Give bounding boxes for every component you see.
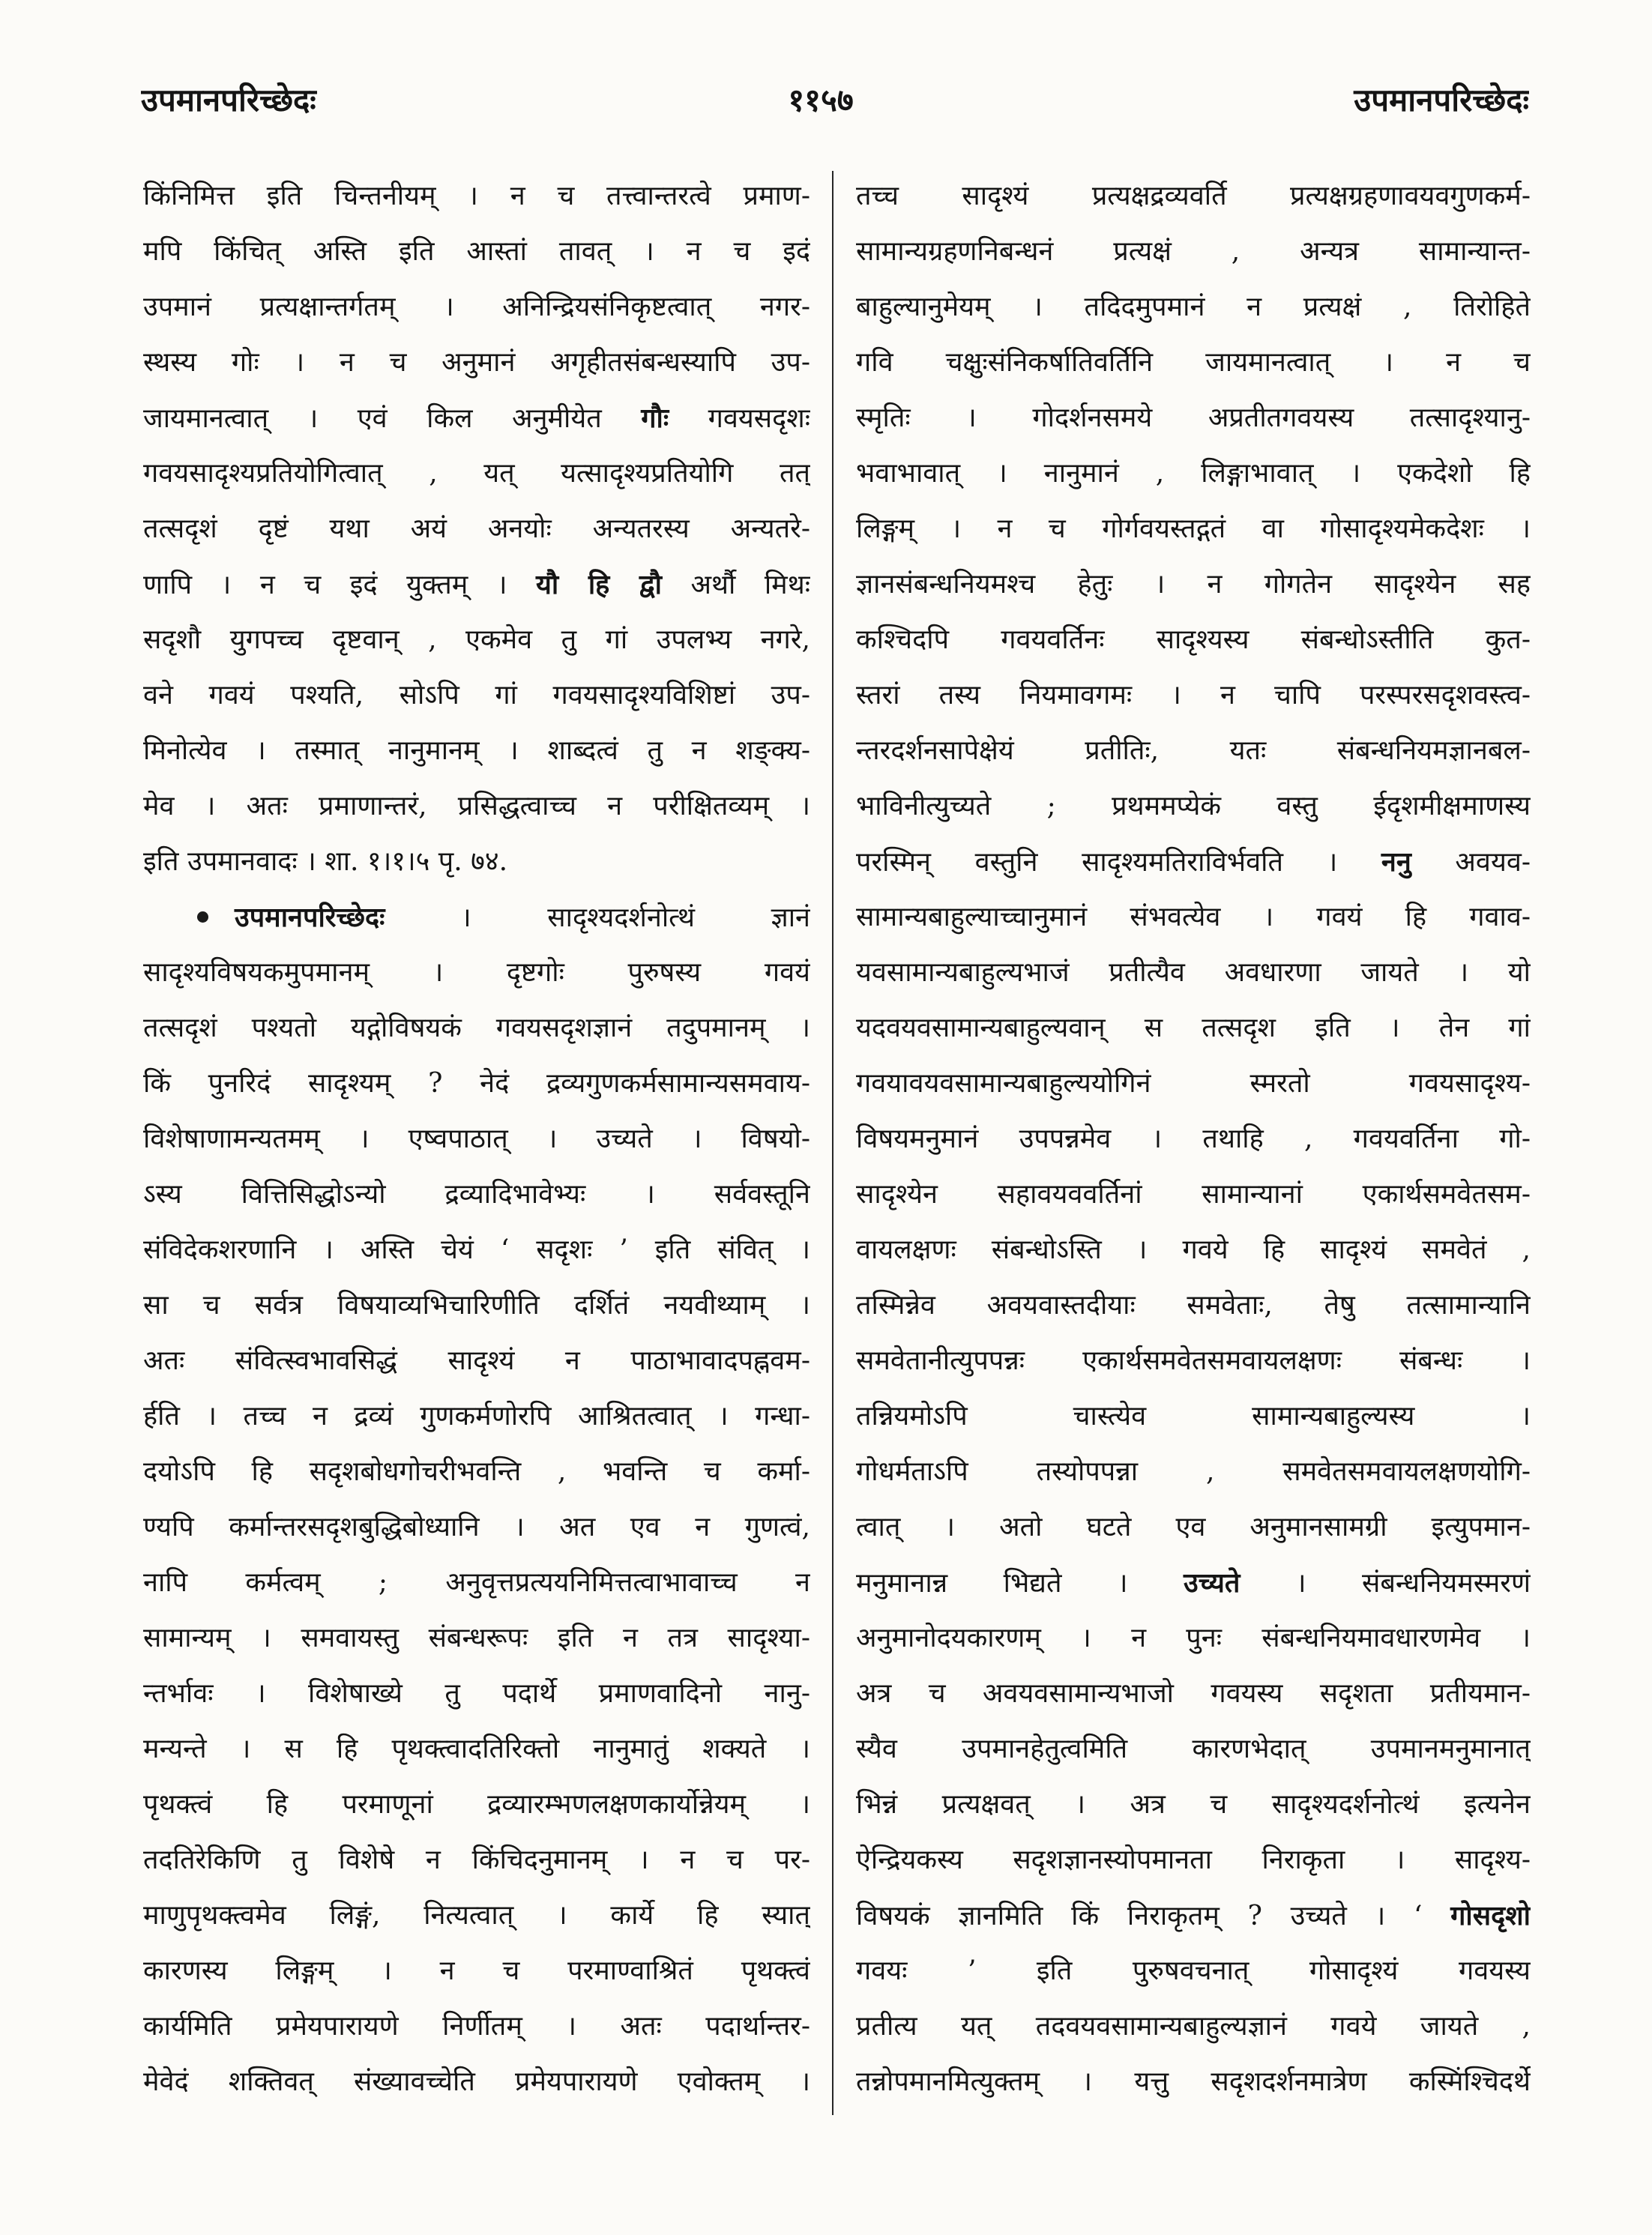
text-line: [856, 1555, 1531, 1611]
column-divider: [832, 171, 833, 2115]
running-header-left: उपमानपरिच्छेदः: [141, 82, 316, 118]
text-line: [856, 557, 1531, 612]
text-segment: तच्च सादृश्यं प्रत्यक्षद्रव्यवर्ति प्रत्यक्षग्रहणावयवगुणकर्म-: [856, 181, 1531, 211]
text-segment: गवयसादृश्यप्रतियोगित्वात् , यत् यत्सादृश्यप्रतियोगि तत्: [143, 458, 810, 489]
text-segment: गवयः ’ इति पुरुषवचनात् गोसादृश्यं गवयस्य: [856, 1955, 1531, 1986]
text-line: [143, 1833, 810, 1888]
text-line: [143, 446, 810, 501]
emphasis-text: गौः: [641, 402, 669, 434]
text-line: [143, 668, 810, 723]
text-segment: नापि कर्मत्वम् ; अनुवृत्तप्रत्ययनिमित्तत्वाभावाच्च न: [143, 1567, 810, 1598]
text-segment: गवि चक्षुःसंनिकर्षातिवर्तिनि जायमानत्वात् । न च: [856, 347, 1531, 378]
text-line: [143, 1167, 810, 1222]
text-segment: वायलक्षणः संबन्धोऽस्ति । गवये हि सादृश्यं समवेतं ,: [856, 1234, 1531, 1265]
text-line: [856, 890, 1531, 945]
text-segment: ज्ञानसंबन्धनियमश्च हेतुः । न गोगतेन सादृश्येन सह: [856, 569, 1531, 600]
text-line: [856, 1943, 1531, 1999]
text-segment: विशेषाणामन्यतमम् । एष्वपाठात् । उच्यते । विषयो-: [143, 1123, 810, 1154]
text-line: [143, 1112, 810, 1167]
page-number: ११५७: [788, 82, 854, 118]
text-line: [856, 1001, 1531, 1056]
text-segment: न्तर्भावः । विशेषाख्ये तु पदार्थे प्रमाणवादिनो नानु-: [143, 1678, 810, 1709]
text-line: [856, 1333, 1531, 1389]
text-segment: अतः संवित्स्वभावसिद्धं सादृश्यं न पाठाभावादपह्नवम-: [143, 1345, 810, 1376]
text-segment: स्तरां तस्य नियमावगमः । न चापि परस्परसदृशवस्त्व-: [856, 680, 1531, 711]
text-line: [856, 945, 1531, 1001]
text-segment: । सादृश्यदर्शनोत्थं ज्ञानं: [385, 902, 810, 933]
text-segment: ऽस्य वित्तिसिद्धोऽन्यो द्रव्यादिभावेभ्यः । सर्ववस्तूनि: [143, 1179, 810, 1210]
text-line: [143, 1888, 810, 1943]
text-segment: अर्थौ मिथः: [661, 570, 810, 600]
text-segment: समवेतानीत्युपपन्नः एकार्थसमवेतसमवायलक्षणः संबन्धः ।: [856, 1345, 1531, 1376]
text-line: [856, 1722, 1531, 1777]
text-line: [856, 668, 1531, 723]
text-segment: सादृश्येन सहावयववर्तिनां सामान्यानां एकार्थसमवेतसम-: [856, 1179, 1531, 1210]
text-segment: तत्सदृशं दृष्टं यथा अयं अनयोः अन्यतरस्य अन्यतरे-: [143, 513, 810, 544]
text-line: [143, 169, 810, 224]
text-segment: माणुपृथक्त्वमेव लिङ्गं, नित्यत्वात् । कार्ये हि स्यात्: [143, 1900, 810, 1931]
text-line: [856, 1833, 1531, 1888]
text-line: [856, 224, 1531, 280]
right-column: [856, 169, 1531, 2110]
text-segment: जायमानत्वात् । एवं किल अनुमीयेत: [143, 403, 642, 434]
text-segment: पृथक्त्वं हि परमाणूनां द्रव्यारम्भणलक्षणकार्योन्नेयम् ।: [143, 1789, 810, 1820]
text-line: [143, 834, 810, 890]
text-segment: तत्सदृशं पश्यतो यद्गोविषयकं गवयसदृशज्ञानं तदुपमानम् ।: [143, 1013, 810, 1043]
text-segment: परस्मिन् वस्तुनि सादृश्यमतिराविर्भवति ।: [856, 847, 1381, 878]
text-segment: मपि किंचित् अस्ति इति आस्तां तावत् । न च इदं: [143, 236, 810, 267]
text-line: [143, 390, 810, 446]
text-segment: स्थस्य गोः । न च अनुमानं अगृहीतसंबन्धस्यापि उप-: [143, 347, 810, 378]
text-segment: मनुमानान्न भिद्यते ।: [856, 1568, 1184, 1599]
text-line: [856, 446, 1531, 501]
text-segment: यवसामान्यबाहुल्यभाजं प्रतीत्यैव अवधारणा जायते । यो: [856, 957, 1531, 988]
text-line: [143, 1555, 810, 1611]
text-line: [856, 612, 1531, 668]
text-line: [856, 834, 1531, 890]
text-segment: स्यैव उपमानहेतुत्वमिति कारणभेदात् उपमानमनुमानात्: [856, 1734, 1531, 1764]
text-line: [143, 723, 810, 779]
text-segment: किंनिमित्त इति चिन्तनीयम् । न च तत्त्वान्तरत्वे प्रमाण-: [143, 181, 810, 211]
text-line: [856, 779, 1531, 834]
text-line: [856, 723, 1531, 779]
text-segment: अनुमानोदयकारणम् । न पुनः संबन्धनियमावधारणमेव ।: [856, 1623, 1531, 1653]
text-segment: तदतिरेकिणि तु विशेषे न किंचिदनुमानम् । न च पर-: [143, 1845, 810, 1875]
text-line: [856, 1611, 1531, 1666]
text-segment: संविदेकशरणानि । अस्ति चेयं ‘ सदृशः ’ इति संवित् ।: [143, 1234, 810, 1265]
text-segment: सामान्यबाहुल्याच्चानुमानं संभवत्येव । गवयं हि गवाव-: [856, 902, 1531, 932]
text-segment: गोधर्मताऽपि तस्योपपन्ना , समवेतसमवायलक्षणयोगि-: [856, 1456, 1531, 1487]
text-segment: तन्नियमोऽपि चास्त्येव सामान्यबाहुल्यस्य ।: [856, 1401, 1531, 1432]
text-line: [143, 945, 810, 1001]
text-line: [856, 2054, 1531, 2110]
text-line: [143, 1611, 810, 1666]
text-segment: भाविनीत्युच्यते ; प्रथममप्येकं वस्तु ईदृशमीक्षमाणस्य: [856, 791, 1531, 821]
text-segment: ण्यपि कर्मान्तरसदृशबुद्धिबोध्यानि । अत एव न गुणत्वं,: [143, 1512, 810, 1542]
text-segment: तन्नोपमानमित्युक्तम् । यत्तु सदृशदर्शनमात्रेण कस्मिंश्चिदर्थे: [856, 2066, 1531, 2097]
text-line: [143, 612, 810, 668]
text-line: [143, 335, 810, 390]
text-line: [143, 1444, 810, 1500]
text-line: [856, 1444, 1531, 1500]
text-segment: कश्चिदपि गवयवर्तिनः सादृश्यस्य संबन्धोऽस्तीति कुत-: [856, 624, 1531, 655]
text-line: [143, 1278, 810, 1333]
text-line: [856, 1389, 1531, 1444]
text-line: [856, 1500, 1531, 1555]
text-line: [143, 1389, 810, 1444]
text-segment: यदवयवसामान्यबाहुल्यवान् स तत्सदृश इति । तेन गां: [856, 1013, 1531, 1043]
text-line: [856, 501, 1531, 557]
section-bullet-icon: [197, 911, 208, 923]
text-segment: भिन्नं प्रत्यक्षवत् । अत्र च सादृश्यदर्शनोत्थं इत्यनेन: [856, 1789, 1531, 1820]
text-segment: सा च सर्वत्र विषयाव्यभिचारिणीति दर्शितं नयवीथ्याम् ।: [143, 1290, 810, 1321]
emphasis-text: गोसदृशो: [1450, 1900, 1531, 1931]
text-segment: सामान्यग्रहणनिबन्धनं प्रत्यक्षं , अन्यत्र सामान्यान्त-: [856, 236, 1531, 267]
text-line: [856, 1167, 1531, 1222]
text-line: [856, 1666, 1531, 1722]
text-segment: वने गवयं पश्यति, सोऽपि गां गवयसादृश्यविशिष्टां उप-: [143, 680, 810, 711]
text-segment: विषयकं ज्ञानमिति किं निराकृतम् ? उच्यते । ‘: [856, 1901, 1451, 1931]
text-segment: गवयावयवसामान्यबाहुल्ययोगिनं स्मरतो गवयसादृश्य-: [856, 1068, 1531, 1099]
text-segment: मेवेदं शक्तिवत् संख्यावच्चेति प्रमेयपारायणे एवोक्तम् ।: [143, 2066, 810, 2097]
text-segment: त्वात् । अतो घटते एव अनुमानसामग्री इत्युपमान-: [856, 1512, 1531, 1542]
text-segment: । संबन्धनियमस्मरणं: [1240, 1568, 1531, 1599]
text-line: [143, 2054, 810, 2110]
text-segment: मन्यन्ते । स हि पृथक्त्वादतिरिक्तो नानुमातुं शक्यते ।: [143, 1734, 810, 1764]
text-segment: मिनोत्येव । तस्मात् नानुमानम् । शाब्दत्वं तु न शङ्क्य-: [143, 735, 810, 766]
text-line: [856, 390, 1531, 446]
text-line: [143, 1500, 810, 1555]
text-segment: ऐन्द्रियकस्य सदृशज्ञानस्योपमानता निराकृता । सादृश्य-: [856, 1845, 1531, 1875]
text-line: [143, 280, 810, 335]
text-line: [856, 1056, 1531, 1112]
text-segment: सामान्यम् । समवायस्तु संबन्धरूपः इति न तत्र सादृश्या-: [143, 1623, 810, 1653]
text-line: [856, 1222, 1531, 1278]
text-segment: र्हति । तच्च न द्रव्यं गुणकर्मणोरपि आश्रितत्वात् । गन्धा-: [143, 1401, 810, 1432]
emphasis-text: उच्यते: [1184, 1567, 1240, 1599]
text-line: [143, 1056, 810, 1112]
running-header-right: उपमानपरिच्छेदः: [1354, 82, 1529, 118]
text-segment: गवयसदृशः: [669, 403, 810, 434]
text-line: [143, 890, 810, 945]
text-segment: भवाभावात् । नानुमानं , लिङ्गाभावात् । एकदेशो हि: [856, 458, 1531, 489]
text-segment: बाहुल्यानुमेयम् । तदिदमुपमानं न प्रत्यक्षं , तिरोहिते: [856, 292, 1531, 322]
text-line: [143, 1333, 810, 1389]
text-segment: उपमानं प्रत्यक्षान्तर्गतम् । अनिन्द्रियसंनिकृष्टत्वात् नगर-: [143, 292, 810, 322]
text-line: [143, 557, 810, 612]
text-line: [143, 224, 810, 280]
text-segment: स्मृतिः । गोदर्शनसमये अप्रतीतगवयस्य तत्सादृश्यानु-: [856, 402, 1531, 433]
text-line: [143, 501, 810, 557]
text-segment: कार्यमिति प्रमेयपारायणे निर्णीतम् । अतः पदार्थान्तर-: [143, 2011, 810, 2042]
text-line: [143, 1722, 810, 1777]
text-segment: तस्मिन्नेव अवयवास्तदीयाः समवेताः, तेषु तत्सामान्यानि: [856, 1290, 1531, 1321]
text-line: [856, 1777, 1531, 1833]
text-line: [856, 280, 1531, 335]
text-line: [856, 335, 1531, 390]
text-segment: प्रतीत्य यत् तदवयवसामान्यबाहुल्यज्ञानं गवये जायते ,: [856, 2011, 1531, 2042]
text-segment: इति उपमानवादः । शा. १।१।५ पृ. ७४.: [143, 846, 508, 877]
text-segment: विषयमनुमानं उपपन्नमेव । तथाहि , गवयवर्तिना गो-: [856, 1123, 1531, 1154]
text-line: [856, 169, 1531, 224]
left-column: [143, 169, 810, 2110]
text-segment: मेव । अतः प्रमाणान्तरं, प्रसिद्धत्वाच्च न परीक्षितव्यम् ।: [143, 791, 810, 821]
text-line: [143, 1943, 810, 1999]
text-segment: अत्र च अवयवसामान्यभाजो गवयस्य सदृशता प्रतीयमान-: [856, 1678, 1531, 1709]
emphasis-text: ननु: [1381, 846, 1411, 878]
text-segment: कारणस्य लिङ्गम् । न च परमाण्वाश्रितं पृथक्त्वं: [143, 1955, 810, 1986]
section-heading: उपमानपरिच्छेदः: [235, 902, 385, 933]
text-segment: णापि । न च इदं युक्तम् ।: [143, 570, 537, 600]
text-line: [143, 1777, 810, 1833]
text-line: [856, 1999, 1531, 2054]
emphasis-text: यौ हि द्वौ: [536, 569, 662, 600]
text-segment: दयोऽपि हि सदृशबोधगोचरीभवन्ति , भवन्ति च कर्मा-: [143, 1456, 810, 1487]
text-line: [143, 1666, 810, 1722]
text-line: [143, 1999, 810, 2054]
text-segment: न्तरदर्शनसापेक्षेयं प्रतीतिः, यतः संबन्धनियमज्ञानबल-: [856, 735, 1531, 766]
text-segment: सादृश्यविषयकमुपमानम् । दृष्टगोः पुरुषस्य गवयं: [143, 957, 810, 988]
text-segment: लिङ्गम् । न च गोर्गवयस्तद्गतं वा गोसादृश्यमेकदेशः ।: [856, 513, 1531, 544]
text-line: [856, 1278, 1531, 1333]
text-line: [143, 1222, 810, 1278]
text-line: [856, 1112, 1531, 1167]
text-line: [143, 1001, 810, 1056]
text-line: [143, 779, 810, 834]
text-segment: किं पुनरिदं सादृश्यम् ? नेदं द्रव्यगुणकर्मसामान्यसमवाय-: [143, 1068, 810, 1099]
text-segment: सदृशौ युगपच्च दृष्टवान् , एकमेव तु गां उपलभ्य नगरे,: [143, 624, 810, 655]
text-line: [856, 1888, 1531, 1943]
text-segment: अवयव-: [1411, 847, 1531, 878]
